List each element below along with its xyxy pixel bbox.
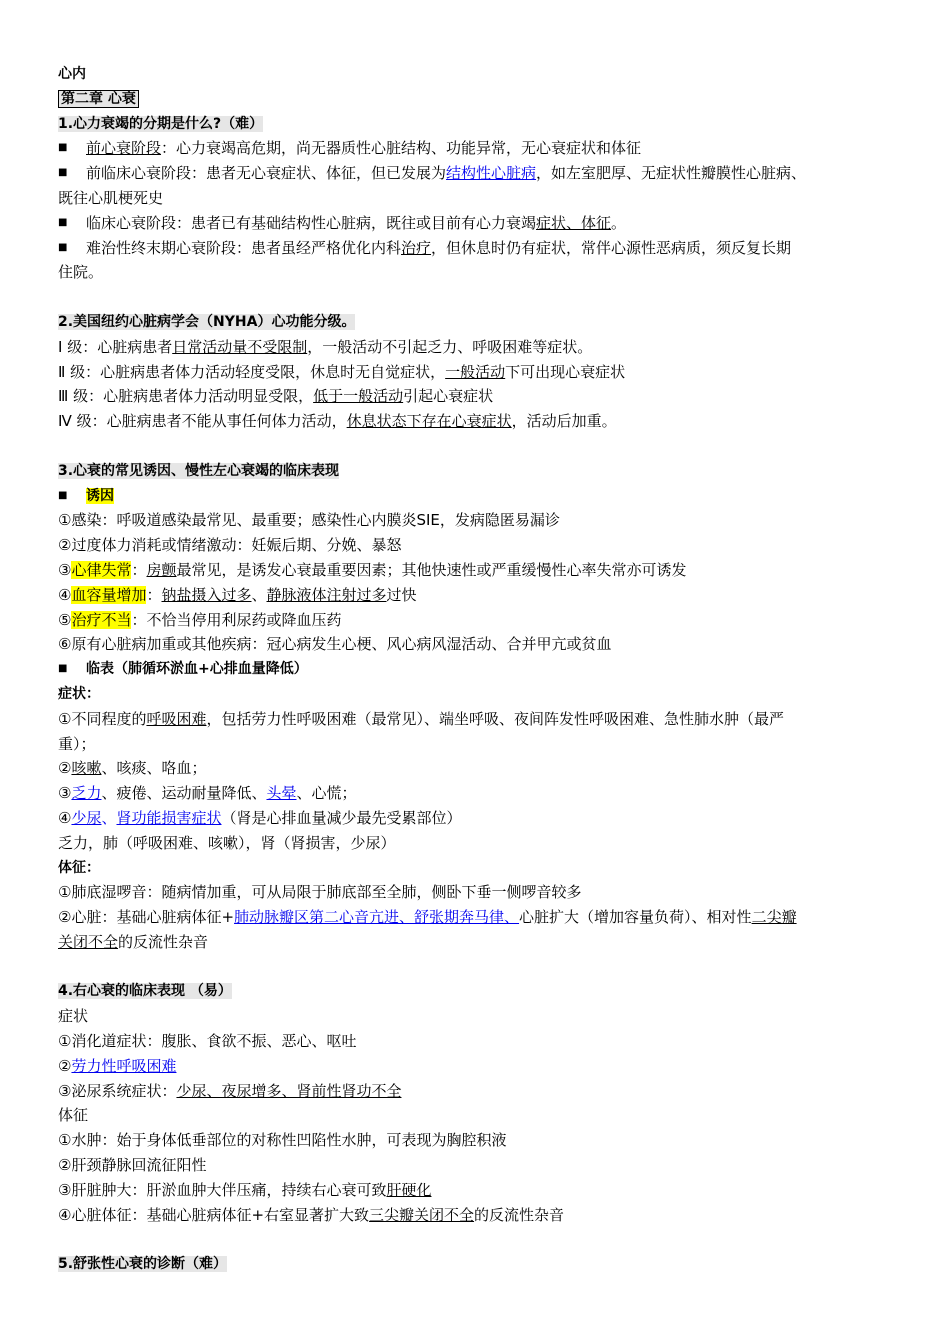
square-bullet-icon — [58, 236, 86, 261]
sign-2-cont: 关闭不全的反流性杂音 — [58, 932, 209, 951]
square-bullet-icon — [58, 657, 86, 682]
s1-bullet-4-cont: 住院。 — [58, 263, 104, 282]
symptom-1-cont: 重）； — [58, 734, 96, 753]
spacer — [58, 285, 908, 310]
cause-1: ①感染：呼吸道感染最常见、最重要；感染性心内膜炎SIE，发病隐匿易漏诊 — [58, 511, 560, 530]
cause-5: ⑤治疗不当：不恰当停用利尿药或降血压药 — [58, 610, 342, 629]
dizziness-link[interactable]: 头晕 — [266, 784, 297, 803]
cause-2: ②过度体力消耗或情绪激动：妊娠后期、分娩、暴怒 — [58, 536, 402, 555]
cause-6: ⑥原有心脏病加重或其他疾病：冠心病发生心梗、风心病风湿活动、合并甲亢或贫血 — [58, 635, 612, 654]
s1-bullet-2: ■前临床心衰阶段：患者无心衰症状、体征，但已发展为结构性心脏病，如左室肥厚、无症状性瓣膜性心脏病、 — [58, 161, 908, 186]
exertional-dyspnea-link[interactable]: 劳力性呼吸困难 — [71, 1056, 177, 1075]
oliguria-link[interactable]: 少尿 — [71, 808, 102, 827]
rhf-symptoms-label: 症状 — [58, 1007, 89, 1026]
s1-bullet-4: ■难治性终末期心衰阶段：患者虽经严格优化内科治疗，但休息时仍有症状，常伴心源性恶病质，须反复长期 — [58, 236, 908, 261]
square-bullet-icon — [58, 211, 86, 236]
rhf-sign-3: ③肝脏肿大：肝淤血肿大伴压痛，持续右心衰可致肝硬化 — [58, 1180, 432, 1199]
nyha-class-4: Ⅳ 级：心脏病患者不能从事任何体力活动，休息状态下存在心衰症状，活动后加重。 — [58, 412, 617, 431]
rhf-sign-2: ②肝颈静脉回流征阳性 — [58, 1156, 207, 1175]
causes-bullet: ■诱因 — [58, 484, 908, 509]
section-1-title: 1.心力衰竭的分期是什么?（难） — [58, 115, 264, 132]
sign-1: ①肺底湿啰音：随病情加重，可从局限于肺底部至全肺，侧卧下垂一侧啰音较多 — [58, 883, 582, 902]
rhf-sign-4: ④心脏体征：基础心脏病体征+右室显著扩大致三尖瓣关闭不全的反流性杂音 — [58, 1205, 565, 1224]
section-3-title: 3.心衰的常见诱因、慢性左心衰竭的临床表现 — [58, 462, 340, 479]
symptom-4: ④少尿、肾功能损害症状（肾是心排血量减少最先受累部位） — [58, 808, 462, 827]
rhf-sign-1: ①水肿：始于身体低垂部位的对称性凹陷性水肿，可表现为胸腔积液 — [58, 1131, 507, 1150]
rhf-symptom-1: ①消化道症状：腹胀、食欲不振、恶心、呕吐 — [58, 1032, 357, 1051]
cause-4: ④血容量增加：钠盐摄入过多、静脉液体注射过多过快 — [58, 585, 417, 604]
clinical-bullet: ■临表（肺循环淤血+心排血量降低） — [58, 657, 908, 682]
cause-3: ③心律失常：房颤最常见，是诱发心衰最重要因素；其他快速性或严重缓慢性心率失常亦可诱发 — [58, 560, 687, 579]
symptom-summary: 乏力，肺（呼吸困难、咳嗽），肾（肾损害，少尿） — [58, 833, 396, 852]
nyha-class-3: Ⅲ 级：心脏病患者体力活动明显受限，低于一般活动引起心衰症状 — [58, 387, 494, 406]
section-2-title: 2.美国纽约心脏病学会（NYHA）心功能分级。 — [58, 313, 356, 330]
nyha-class-1: Ⅰ 级：心脏病患者日常活动量不受限制，一般活动不引起乏力、呼吸困难等症状。 — [58, 337, 593, 356]
spacer — [58, 1227, 908, 1252]
nyha-class-2: Ⅱ 级：心脏病患者体力活动轻度受限，休息时无自觉症状，一般活动下可出现心衰症状 — [58, 362, 626, 381]
square-bullet-icon — [58, 484, 86, 509]
structural-heart-disease-link[interactable]: 结构性心脏病 — [446, 164, 537, 183]
spacer — [58, 434, 908, 459]
fatigue-link[interactable]: 乏力 — [71, 784, 102, 803]
chapter-heading: 第二章 心衰 — [58, 87, 908, 112]
square-bullet-icon — [58, 161, 86, 186]
section-5-title: 5.舒张性心衰的诊断（难） — [58, 1256, 228, 1273]
signs-label: 体征： — [58, 859, 100, 876]
cardiac-signs-link[interactable]: 肺动脉瓣区第二心音亢进、舒张期奔马律、 — [234, 908, 520, 927]
section-4-title: 4.右心衰的临床表现 （易） — [58, 983, 232, 1000]
s1-bullet-1: ■前心衰阶段：心力衰竭高危期，尚无器质性心脏结构、功能异常，无心衰症状和体征 — [58, 136, 908, 161]
rhf-symptom-3: ③泌尿系统症状：少尿、夜尿增多、肾前性肾功不全 — [58, 1081, 402, 1100]
rhf-signs-label: 体征 — [58, 1106, 89, 1125]
document-page — [58, 62, 908, 1277]
symptom-3: ③乏力、疲倦、运动耐量降低、头晕、心慌； — [58, 784, 357, 803]
symptom-1: ①不同程度的呼吸困难，包括劳力性呼吸困难（最常见）、端坐呼吸、夜间阵发性呼吸困难、急性肺水肿（最严 — [58, 709, 784, 728]
top-label: 心内 — [58, 66, 86, 82]
s1-bullet-2-cont: 既往心肌梗死史 — [58, 188, 164, 207]
sign-2: ②心脏：基础心脏病体征+肺动脉瓣区第二心音亢进、舒张期奔马律、心脏扩大（增加容量负荷）、相对性二尖瓣 — [58, 908, 797, 927]
square-bullet-icon — [58, 136, 86, 161]
symptoms-label: 症状： — [58, 685, 100, 702]
renal-impairment-link[interactable]: 肾功能损害症状 — [116, 808, 222, 827]
s1-bullet-3: ■临床心衰阶段：患者已有基础结构性心脏病，既往或目前有心力衰竭症状、体征。 — [58, 211, 908, 236]
rhf-symptom-2: ②劳力性呼吸困难 — [58, 1056, 177, 1075]
symptom-2: ②咳嗽、咳痰、咯血； — [58, 759, 207, 778]
spacer — [58, 955, 908, 980]
